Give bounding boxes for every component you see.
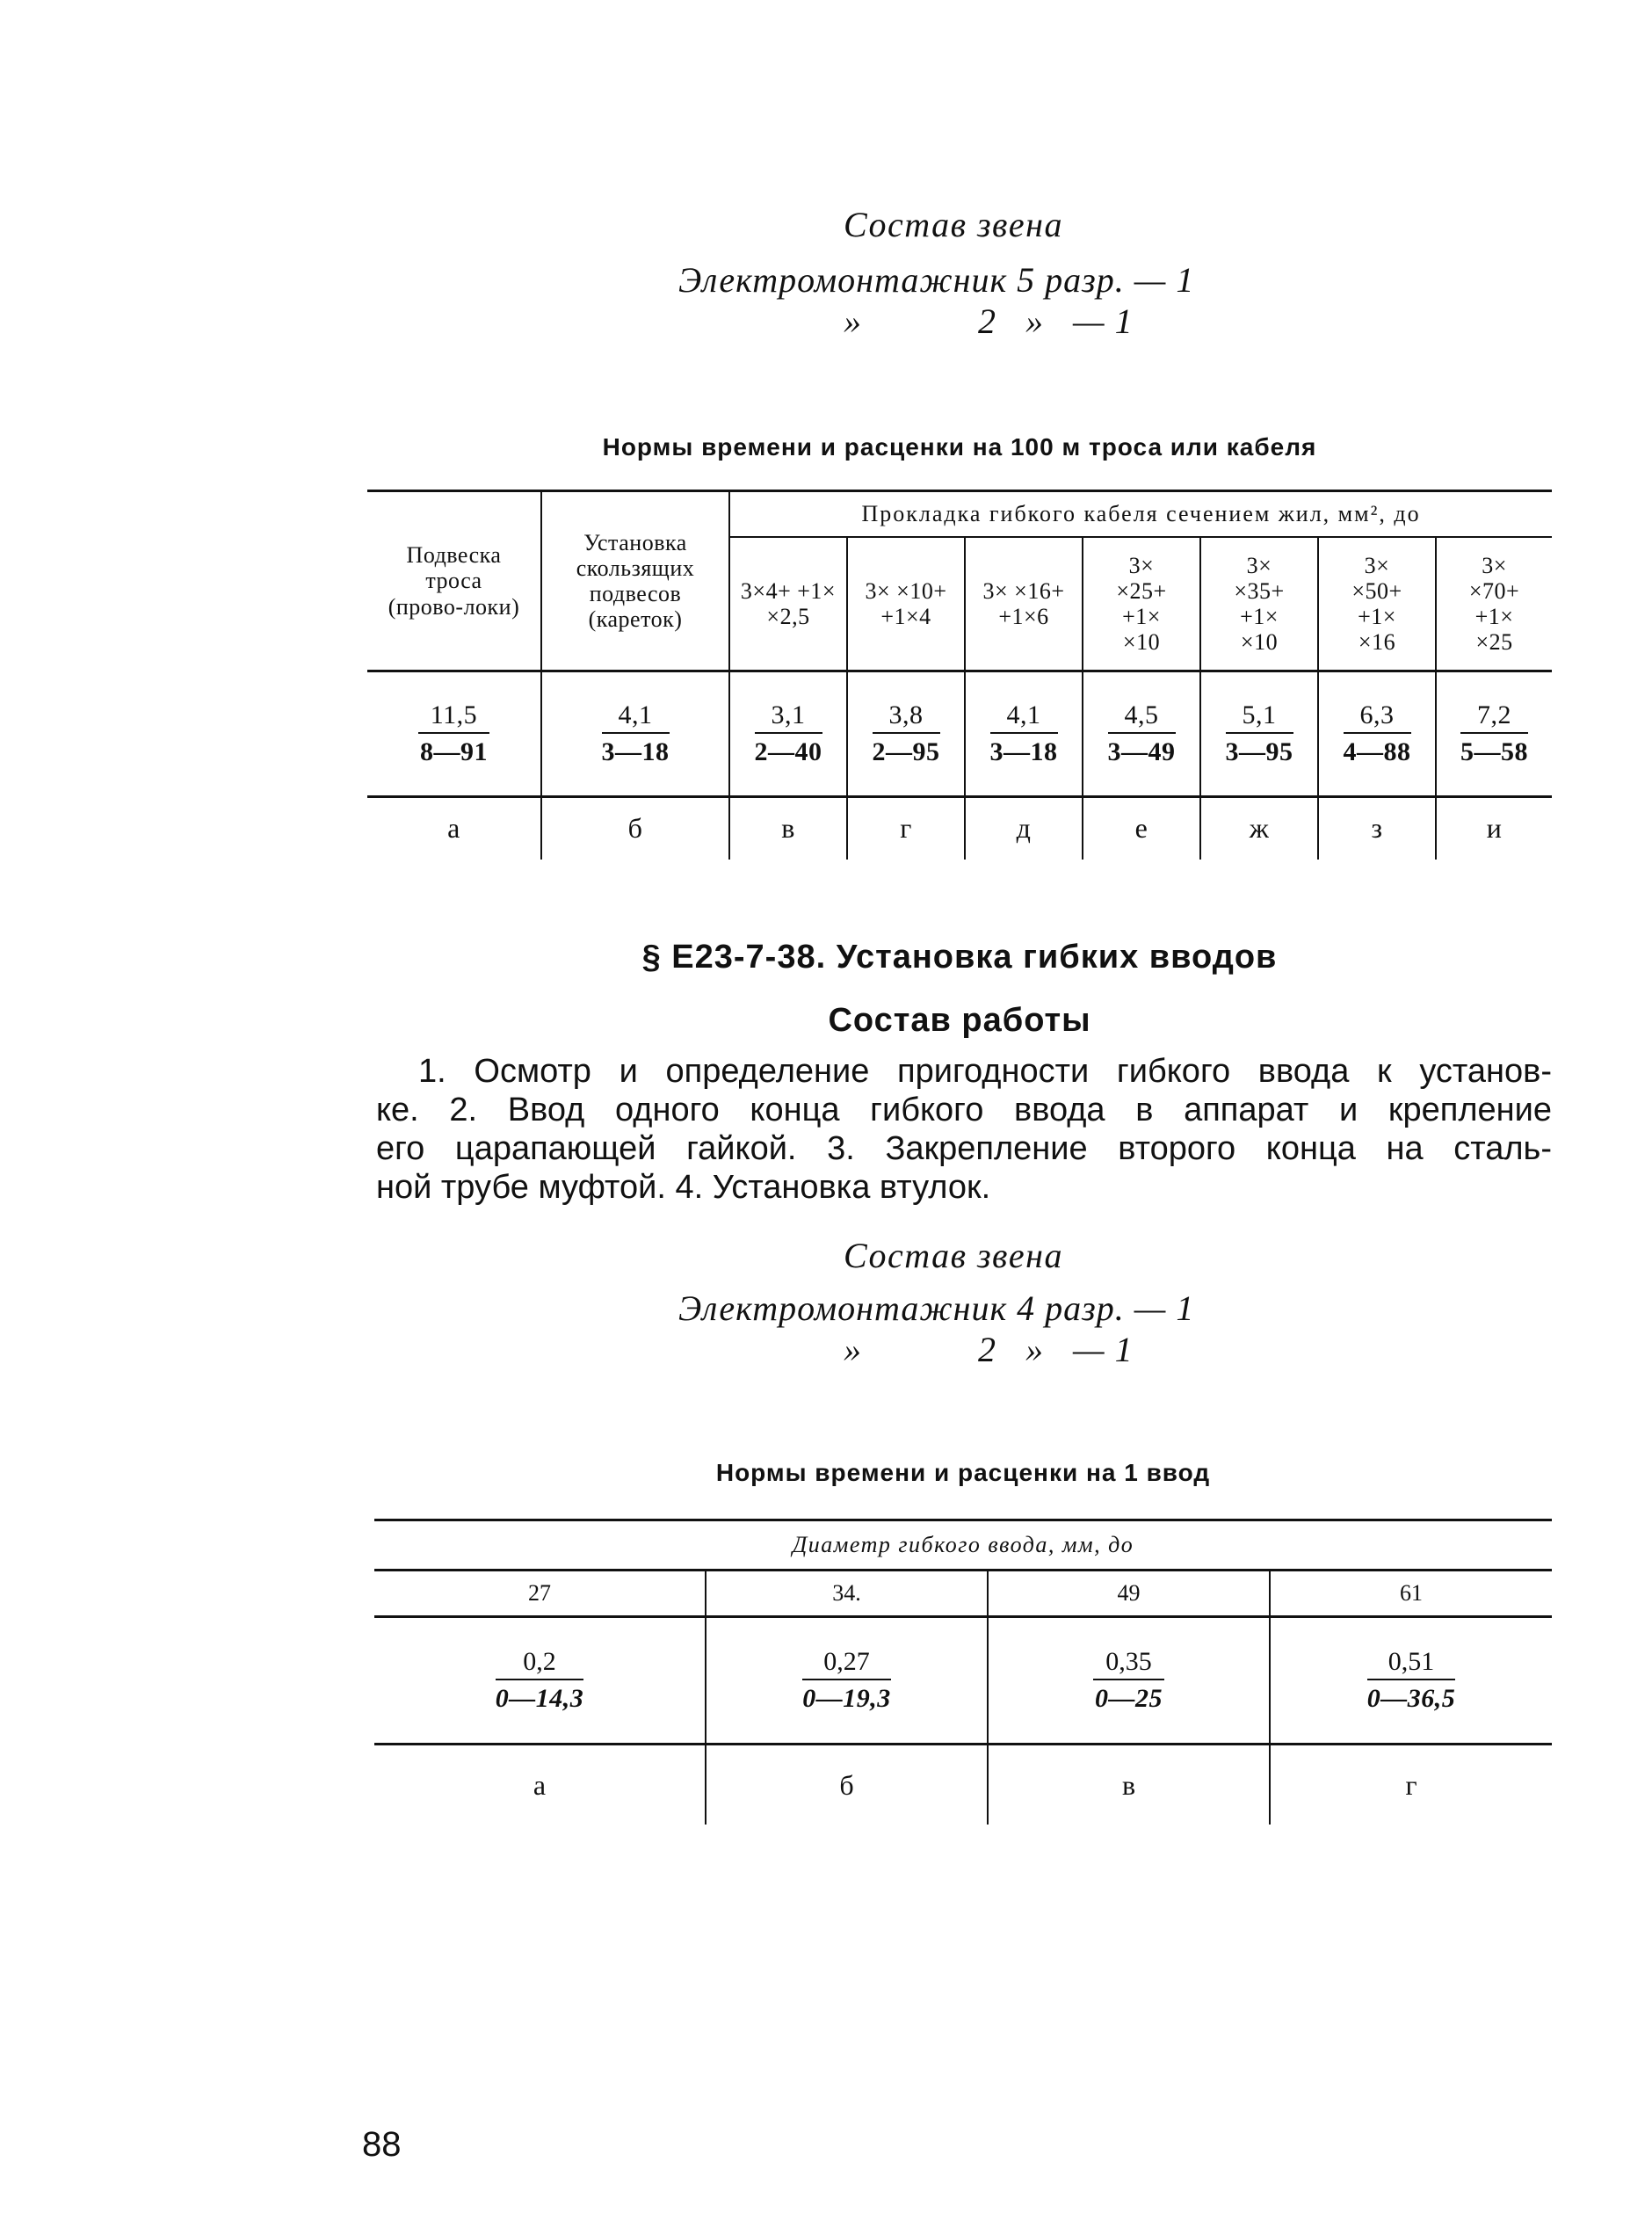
header-cable-laying: Прокладка гибкого кабеля сечением жил, мм², до: [729, 491, 1552, 538]
value-cell: $\frac{3,1}{2—40}$: [729, 671, 847, 797]
column-letter: и: [1436, 797, 1552, 860]
value-cell: $\frac{5,1}{3—95}$: [1200, 671, 1318, 797]
header-sliding-hangers: Установка скользящих подвесов (кареток): [541, 491, 729, 671]
diameter-header: 27: [374, 1571, 706, 1617]
subheader-cell: 3× ×10+ +1×4: [847, 537, 965, 671]
crew-title-2: Состав звена: [844, 1236, 1064, 1275]
value-cell: $\frac{0,2}{0—14,3}$: [495, 1647, 584, 1713]
diameter-header: 61: [1270, 1571, 1552, 1617]
header-rope-suspension: Подвеска троса (прово-локи): [367, 491, 541, 671]
header-input-diameter: Диаметр гибкого ввода, мм, до: [374, 1520, 1552, 1571]
column-letter: д: [965, 797, 1083, 860]
column-letter: г: [1270, 1745, 1552, 1825]
column-letter: ж: [1200, 797, 1318, 860]
subheader-cell: 3× ×35+ +1× ×10: [1200, 537, 1318, 671]
table2-caption: Нормы времени и расценки на 1 ввод: [715, 1459, 1211, 1486]
crew-line-2a: Электромонтажник 4 разр. — 1: [678, 1288, 1195, 1328]
paragraph-line: 1. Осмотр и определение пригодности гибкого ввода к установ-: [418, 1053, 1552, 1090]
section-heading: § Е23-7-38. Установка гибких вводов: [641, 939, 1278, 976]
value-cell: $\frac{4,5}{3—49}$: [1083, 671, 1200, 797]
subheader-cell: 3× ×25+ +1× ×10: [1083, 537, 1200, 671]
column-letter: з: [1318, 797, 1436, 860]
column-letter: б: [706, 1745, 988, 1825]
column-letter: а: [367, 797, 541, 860]
column-letter: в: [729, 797, 847, 860]
column-letter: б: [541, 797, 729, 860]
work-description: [376, 1052, 1552, 1207]
value-cell: $\frac{6,3}{4—88}$: [1318, 671, 1436, 797]
value-cell: $\frac{4,1}{3—18}$: [541, 671, 729, 797]
crew-line-2b: » 2 » — 1: [844, 1330, 1134, 1369]
section-subheading: Состав работы: [828, 1002, 1091, 1039]
value-cell: $\frac{0,35}{0—25}$: [988, 1617, 1270, 1745]
value-cell: $\frac{3,8}{2—95}$: [847, 671, 965, 797]
column-letter: а: [374, 1745, 706, 1825]
value-cell: $\frac{4,1}{3—18}$: [965, 671, 1083, 797]
value-cell: $\frac{0,51}{0—36,5}$: [1270, 1617, 1552, 1745]
column-letter: г: [847, 797, 965, 860]
norms-table-1: [367, 490, 1552, 860]
column-letter: е: [1083, 797, 1200, 860]
norms-table-2: [374, 1519, 1552, 1825]
crew-line-1a: Электромонтажник 5 разр. — 1: [678, 260, 1195, 300]
crew-title-1: Состав звена: [844, 205, 1064, 244]
subheader-cell: 3× ×16+ +1×6: [965, 537, 1083, 671]
value-cell: $\frac{7,2}{5—58}$: [1436, 671, 1552, 797]
subheader-cell: 3× ×70+ +1× ×25: [1436, 537, 1552, 671]
page-number: 88: [362, 2125, 402, 2164]
subheader-cell: 3× ×50+ +1× ×16: [1318, 537, 1436, 671]
paragraph-line: ной трубе муфтой. 4. Установка втулок.: [376, 1169, 991, 1206]
value-cell: $\frac{0,27}{0—19,3}$: [706, 1617, 988, 1745]
paragraph-line: его царапающей гайкой. 3. Закрепление второго конца на сталь-: [376, 1130, 1552, 1167]
paragraph-line: ке. 2. Ввод одного конца гибкого ввода в аппарат и крепление: [376, 1092, 1552, 1128]
crew-line-1b: » 2 » — 1: [844, 301, 1134, 341]
table1-caption: Нормы времени и расценки на 100 м троса или кабеля: [602, 433, 1317, 461]
subheader-cell: 3×4+ +1× ×2,5: [729, 537, 847, 671]
diameter-header: 34.: [706, 1571, 988, 1617]
value-cell: $\frac{11,5}{8—91}$: [367, 671, 541, 797]
column-letter: в: [988, 1745, 1270, 1825]
diameter-header: 49: [988, 1571, 1270, 1617]
